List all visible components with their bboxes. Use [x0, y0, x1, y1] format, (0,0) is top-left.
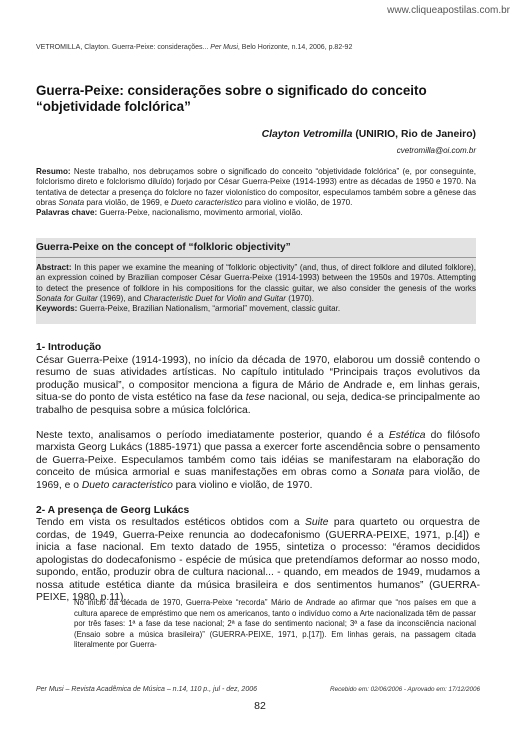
- abstract-divider: [36, 257, 476, 258]
- resumo-block: [36, 167, 476, 218]
- abstract-text-2: (1969), and: [97, 293, 144, 303]
- section-1-p1-a: César Guerra-Peixe (1914-1993), no início da década de 1970, elaborou um dossiê contendo o resumo de suas atividades artísticas. No capítulo intitulado “Principais traços evolutivos da produção musical”, o compositor menciona a figura de Mário de Andrade e, em linhas gerais, situa-se do ponto de vista estético na fase da: [36, 354, 480, 403]
- keywords-label: Keywords:: [36, 304, 78, 314]
- palavras-chave: Guerra-Peixe, nacionalismo, movimento armorial, violão.: [97, 208, 303, 218]
- section-1-p2-d: para violino e violão, de 1970.: [172, 479, 313, 491]
- page-number: 82: [254, 700, 266, 712]
- palavras-chave-label: Palavras chave:: [36, 208, 98, 218]
- abstract-heading: Guerra-Peixe on the concept of “folkloric objectivity”: [36, 242, 291, 253]
- section-1-p1-em: tese: [245, 392, 266, 403]
- author-affiliation: (UNIRIO, Rio de Janeiro): [352, 129, 476, 140]
- block-quote: No início da década de 1970, Guerra-Peixe “recorda” Mário de Andrade ao afirmar que “nos países em que a cultura aparece de empréstimo que nem os americanos, tanto o indivíduo como a Arte nacionalizada têm de passar por três fases: 1ª a fase da tese nacional; 2ª a fase do sentimento nacional; 3ª a fase da inconsciência nacional (Ensaio sobre a música brasileira)” (GUERRA-PEIXE, 1971, p.[17]). Em linhas gerais, na passagem citada literalmente por Guerra-: [74, 598, 476, 650]
- section-1-p2-em3: Dueto caracteristico: [81, 479, 173, 491]
- resumo-text-3: para violino e violão, de 1970.: [242, 197, 353, 207]
- author-name: Clayton Vetromilla: [261, 129, 353, 140]
- abstract-text-3: (1970).: [286, 293, 314, 303]
- section-1-p1-b: nacional, ou seja, dedica-se principalmente ao trabalho de pesquisa sobre a música folclórica.: [36, 392, 480, 416]
- section-1-p2-em2: Sonata: [371, 467, 405, 478]
- resumo-work-2: Dueto caracteristico: [171, 197, 243, 207]
- section-1-p2-b: do filósofo marxista Georg Lukács (1885-1971) que passa a exercer forte ascendência sobre o pensamento de Guerra-Peixe. Especulamos também como tais idéias se manifestaram na elaboração do conceito de música armorial e suas manifestações em obras como a: [36, 429, 480, 478]
- running-head-journal: Per Musi: [210, 44, 238, 51]
- section-1-heading: 1- Introdução: [36, 342, 102, 353]
- main-text: [36, 342, 480, 605]
- abstract-text-1: In this paper we examine the meaning of “folkloric objectivity” (and, thus, of direct folklore and diluted folklore), an expression coined by Brazilian composer César Guerra-Peixe (1914-1993) between the 1950s and 1970s. Attempting to detect the presence of folklore in his compositions for the classic guitar, we also consider the genesis of the works: [36, 263, 476, 293]
- site-watermark: www.cliqueapostilas.com.br: [387, 5, 510, 16]
- section-2-p1-em: Suite: [305, 517, 329, 528]
- section-1-p2-em1: Estética: [388, 429, 426, 441]
- resumo-label: Resumo:: [36, 167, 71, 176]
- resumo-work-1: Sonata: [58, 197, 85, 207]
- footer-journal: Per Musi – Revista Acadêmica de Música – n.14, 110 p., jul - dez, 2006: [36, 686, 258, 693]
- running-head-lead: VETROMILLA, Clayton. Guerra-Peixe: considerações...: [36, 44, 211, 51]
- running-head: [36, 44, 352, 51]
- section-2-heading: 2- A presença de Georg Lukács: [36, 504, 190, 516]
- paper-title: Guerra-Peixe: considerações sobre o significado do conceito “objetividade folclórica”: [36, 83, 427, 114]
- abstract-work-2: Characteristic Duet for Violin and Guitar: [143, 293, 287, 303]
- footer-dates: Recebido em: 02/06/2006 - Aprovado em: 17/12/2006: [330, 686, 480, 693]
- section-1-p2-c: para violão, de 1969, e o: [36, 467, 480, 491]
- resumo-text-2: para violão, de 1969, e: [84, 197, 172, 207]
- section-2-p1-a: Tendo em vista os resultados estéticos obtidos com a: [36, 517, 305, 528]
- abstract-label: Abstract:: [36, 263, 72, 272]
- author-email: cvetromilla@oi.com.br: [396, 146, 476, 155]
- abstract-work-1: Sonata for Guitar: [36, 293, 98, 303]
- section-1-p2-a: Neste texto, analisamos o período imediatamente posterior, quando é a: [36, 429, 389, 441]
- abstract-block: [36, 263, 476, 314]
- author-line: [262, 129, 476, 140]
- section-2-p1-b: para quarteto ou orquestra de cordas, de 1949, Guerra-Peixe renuncia ao dodecafonismo (GUERRA-PEIXE, 1971, p.[4]) e inicia a fase nacional. Em texto datado de 1955, sintetiza o processo: “éramos decididos apologistas do dodecafonismo - espécie de música que pretendíamos deformar ao nosso modo, supondo, então, produzir obra de cultura nacional... - quando, em meados de 1949, mudamos a nossa atitude estética diante da música brasileira e dos sentimentos humanos” (GUERRA-PEIXE, 1980, p.11).: [36, 517, 480, 603]
- running-head-rest: , Belo Horizonte, n.14, 2006, p.82-92: [237, 44, 353, 51]
- resumo-text-1: Neste trabalho, nos debruçamos sobre o significado do conceito “objetividade folclórica” (e, por conseguinte, folclorismo direto e folclorismo diluído) forjado por César Guerra-Peixe (1914-1993) entre as décadas de 1950 e 1970. Na tentativa de detectar a presença do folclore no fazer violonístico do compositor, especulamos também sobre a gênese das obras: [36, 167, 476, 207]
- keywords: Guerra-Peixe, Brazilian Nationalism, “armorial” movement, classic guitar.: [77, 304, 341, 314]
